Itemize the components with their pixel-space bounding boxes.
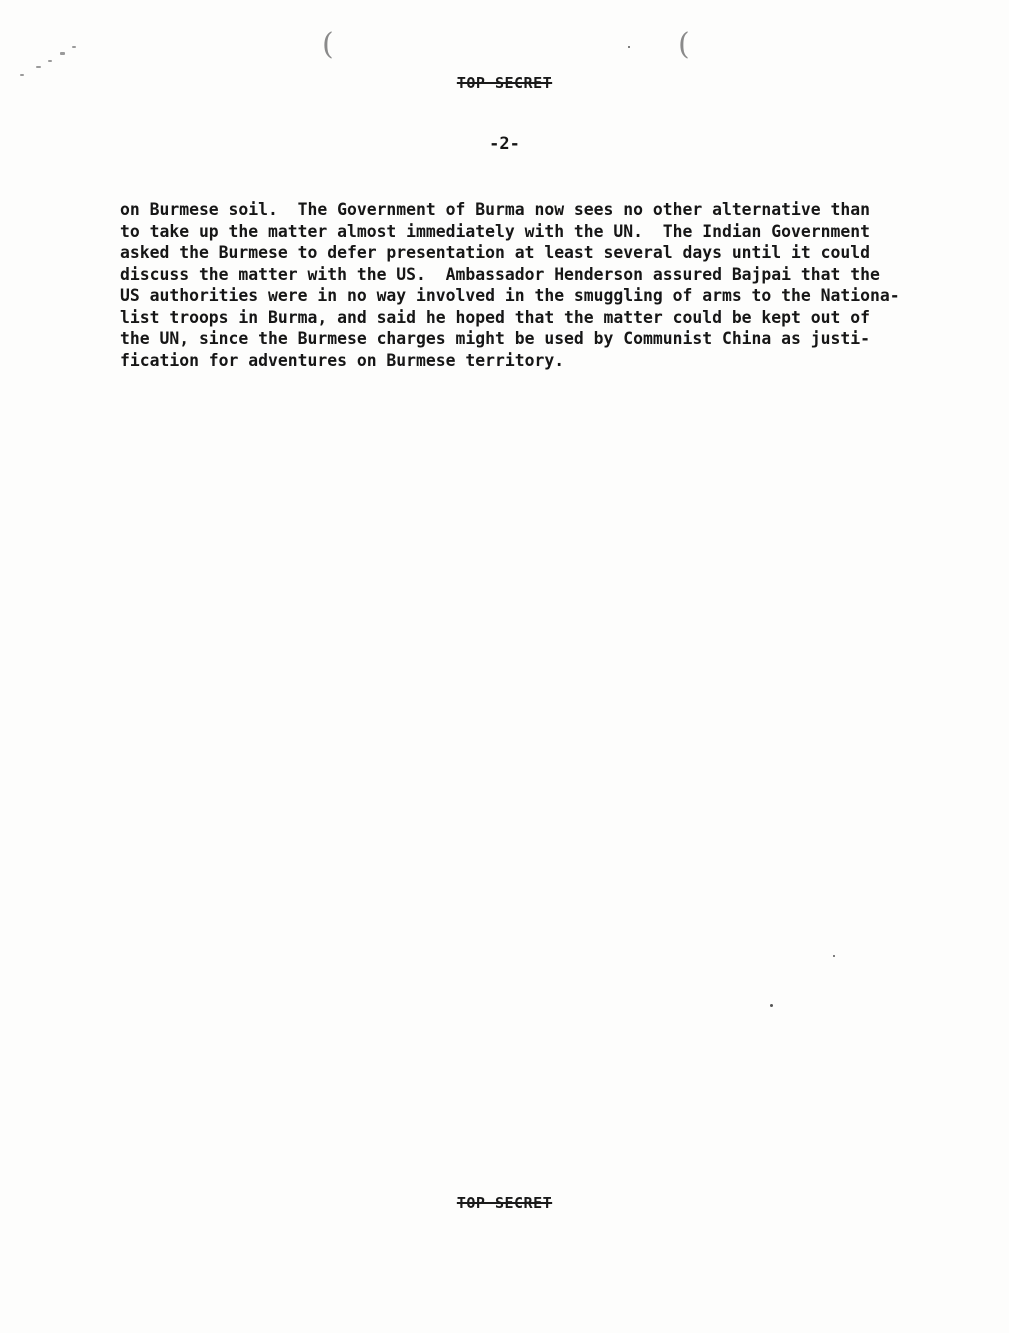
body-line: US authorities were in no way involved in the smuggling of arms to the Nationa- xyxy=(120,286,900,305)
scan-paren-left: ( xyxy=(322,27,334,62)
body-line: on Burmese soil. The Government of Burma now sees no other alternative than xyxy=(120,200,870,219)
body-line: list troops in Burma, and said he hoped that the matter could be kept out of xyxy=(120,307,870,327)
scan-paren-right: ( xyxy=(678,27,690,62)
body-line: discuss the matter with the US. Ambassador Henderson assured Bajpai that the xyxy=(120,264,880,284)
scan-dot xyxy=(770,1004,773,1007)
classification-text: TOP SECRET xyxy=(456,1194,553,1212)
classification-marking-top xyxy=(0,74,1009,92)
scan-dot xyxy=(833,955,835,957)
classification-text: TOP SECRET xyxy=(456,74,553,92)
body-line: fication for adventures on Burmese territory. xyxy=(120,350,565,370)
body-paragraph xyxy=(120,199,980,371)
scan-dot xyxy=(628,46,630,48)
body-line: asked the Burmese to defer presentation at least several days until it could xyxy=(120,243,870,262)
body-line: to take up the matter almost immediately with the UN. The Indian Government xyxy=(120,221,870,241)
page-number: -2- xyxy=(489,134,520,154)
classification-marking-bottom xyxy=(0,1194,1009,1212)
body-line: the UN, since the Burmese charges might be used by Communist China as justi- xyxy=(120,329,870,348)
